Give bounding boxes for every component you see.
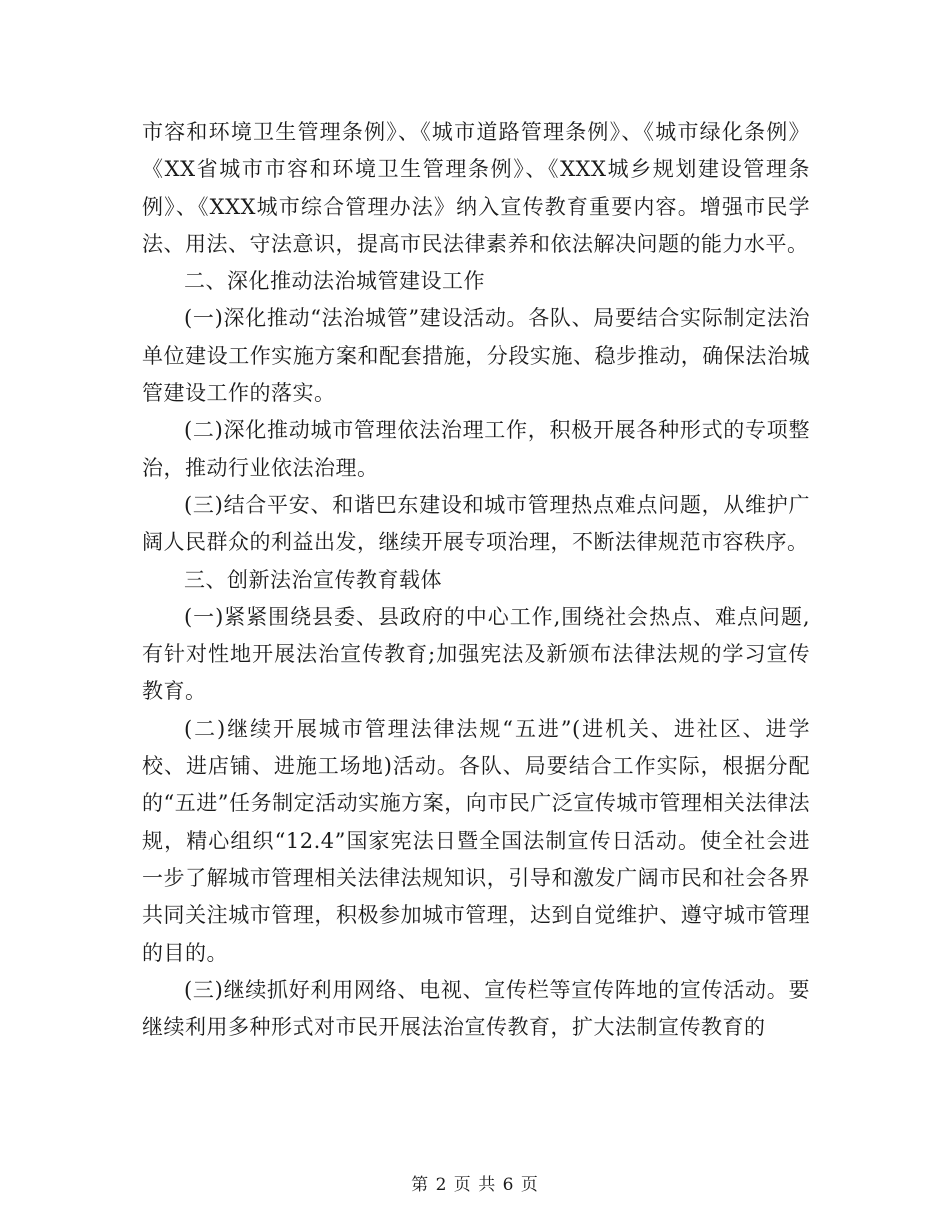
page-number-footer: 第 2 页 共 6 页 — [411, 1175, 539, 1195]
section-heading-3: 三、创新法治宣传教育载体 — [184, 567, 442, 592]
paragraph-3-3: (三)继续抓好利用网络、电视、宣传栏等宣传阵地的宣传活动。要继续利用多种形式对市民开展法治宣传教育，扩大法制宣传教育的 — [142, 977, 810, 1040]
paragraph-2-3: (三)结合平安、和谐巴东建设和城市管理热点难点问题，从维护广阔人民群众的利益出发，继续开展专项治理，不断法律规范市容秩序。 — [142, 492, 810, 555]
paragraph-2-1: (一)深化推动“法治城管”建设活动。各队、局要结合实际制定法治单位建设工作实施方案和配套措施，分段实施、稳步推动，确保法治城管建设工作的落实。 — [142, 306, 810, 406]
section-heading-2: 二、深化推动法治城管建设工作 — [184, 269, 485, 294]
paragraph-3-1: (一)紧紧围绕县委、县政府的中心工作,围绕社会热点、难点问题,有针对性地开展法治宣传教育;加强宪法及新颁布法律法规的学习宣传教育。 — [142, 604, 810, 704]
paragraph-1: 市容和环境卫生管理条例》、《城市道路管理条例》、《城市绿化条例》《XX省城市市容和环境卫生管理条例》、《XXX城乡规划建设管理条例》、《XXX城市综合管理办法》纳入宣传教育重要内容。增强市民学法、用法、守法意识，提高市民法律素养和依法解决问题的能力水平。 — [142, 120, 810, 256]
document-body — [142, 114, 810, 1046]
paragraph-2-2: (二)深化推动城市管理依法治理工作，积极开展各种形式的专项整治，推动行业依法治理。 — [142, 418, 810, 480]
paragraph-3-2: (二)继续开展城市管理法律法规“五进”(进机关、进社区、进学校、进店铺、进施工场地)活动。各队、局要结合工作实际，根据分配的“五进”任务制定活动实施方案，向市民广泛宣传城市管理相关法律法规，精心组织“12.4”国家宪法日暨全国法制宣传日活动。使全社会进一步了解城市管理相关法律法规知识，引导和激发广阔市民和社会各界共同关注城市管理，积极参加城市管理，达到自觉维护、遵守城市管理的目的。 — [142, 716, 810, 965]
